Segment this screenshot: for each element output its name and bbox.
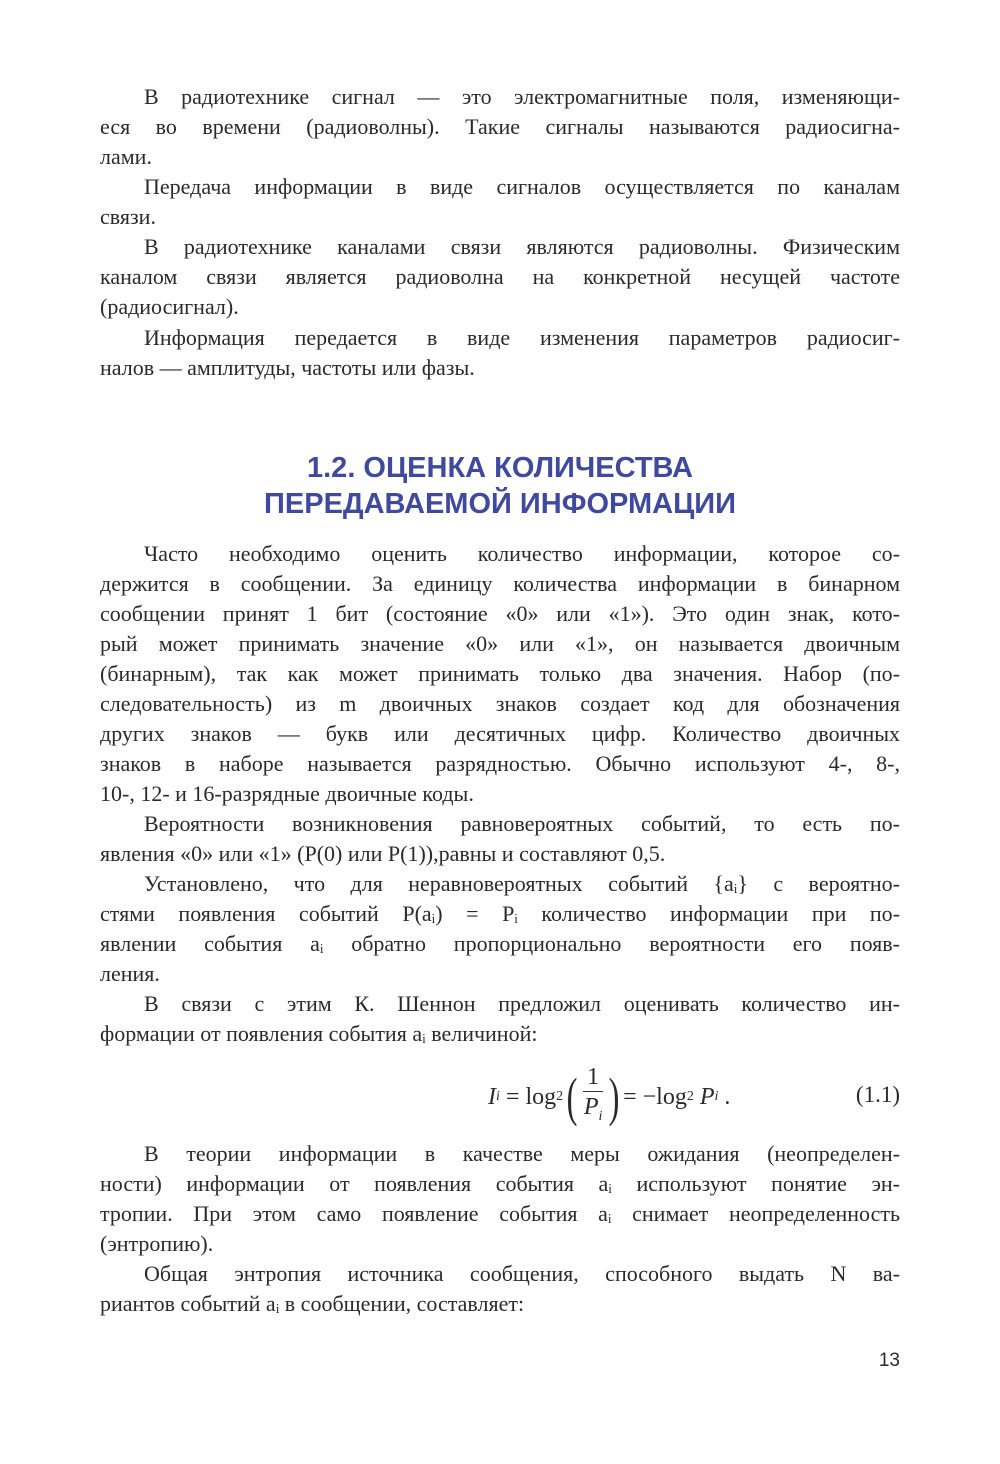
text-line: каналом связи является радиоволна на конкретной несущей частоте bbox=[100, 264, 900, 289]
formula-symbol: I bbox=[488, 1083, 496, 1110]
text-line: связи. bbox=[100, 204, 156, 229]
heading-line-2: ПЕРЕДАВАЕМОЙ ИНФОРМАЦИИ bbox=[264, 488, 736, 520]
formula-subscript: i bbox=[598, 1108, 603, 1124]
text-line: еся во времени (радиоволны). Такие сигналы называются радиосигна- bbox=[100, 114, 900, 139]
paragraph bbox=[100, 232, 900, 322]
fraction-numerator: 1 bbox=[583, 1063, 603, 1092]
fraction-denominator bbox=[584, 1092, 603, 1132]
formula-subscript: i bbox=[714, 1089, 719, 1104]
heading-line-1: 1.2. ОЦЕНКА КОЛИЧЕСТВА bbox=[307, 452, 693, 484]
formula-subscript: i bbox=[496, 1089, 500, 1104]
right-paren: ) bbox=[608, 1067, 620, 1127]
paragraph bbox=[100, 172, 900, 232]
fraction bbox=[583, 1063, 603, 1132]
text-line: Передача информации в виде сигналов осуществляется по каналам bbox=[144, 174, 900, 199]
text-line: налов — амплитуды, частоты или фазы. bbox=[100, 355, 475, 380]
formula-base: 2 bbox=[686, 1089, 694, 1104]
text-line: лами. bbox=[100, 144, 152, 169]
text-line: Вероятности возникновения равновероятных событий, то есть по- bbox=[144, 811, 900, 836]
text-line: явления «0» или «1» (P(0) или P(1)),равны и составляют 0,5. bbox=[100, 841, 666, 866]
paragraph bbox=[100, 539, 900, 809]
text-line: В теории информации в качестве меры ожидания (неопределен- bbox=[144, 1141, 900, 1166]
text-line: явлении события aᵢ обратно пропорционально вероятности его появ- bbox=[100, 931, 900, 956]
equation-expression bbox=[488, 1062, 730, 1132]
equation-number: (1.1) bbox=[855, 1082, 900, 1107]
formula-equals: = bbox=[623, 1083, 637, 1110]
formula-log: log bbox=[525, 1083, 557, 1110]
text-line: Установлено, что для неравновероятных событий {aᵢ} с вероятно- bbox=[144, 871, 900, 896]
text-line: (бинарным), так как может принимать только два значения. Набор (по- bbox=[100, 661, 900, 686]
text-line: 10-, 12- и 16-разрядные двоичные коды. bbox=[100, 781, 474, 806]
text-line: рый может принимать значение «0» или «1», он называется двоичным bbox=[100, 631, 900, 656]
text-line: Общая энтропия источника сообщения, способного выдать N ва- bbox=[144, 1261, 900, 1286]
text-line: В радиотехнике сигнал — это электромагнитные поля, изменяющи- bbox=[144, 84, 900, 109]
formula-minus: − bbox=[642, 1083, 657, 1110]
paragraph bbox=[100, 323, 900, 383]
paragraph bbox=[100, 1259, 900, 1319]
formula-base: 2 bbox=[556, 1089, 564, 1104]
paragraph bbox=[100, 869, 900, 989]
paragraph bbox=[100, 1139, 900, 1259]
text-line: В связи с этим К. Шеннон предложил оценивать количество ин- bbox=[144, 991, 900, 1016]
text-line: следовательность) из m двоичных знаков создает код для обозначения bbox=[100, 691, 900, 716]
text-line: (энтропию). bbox=[100, 1231, 214, 1256]
paragraph bbox=[100, 82, 900, 172]
text-line: (радиосигнал). bbox=[100, 294, 239, 319]
paragraph bbox=[100, 989, 900, 1049]
formula-log: log bbox=[656, 1083, 687, 1110]
section-heading bbox=[100, 450, 900, 522]
text-line: держится в сообщении. За единицу количества информации в бинарном bbox=[100, 571, 900, 596]
text-line: риантов событий aᵢ в сообщении, составляет: bbox=[100, 1291, 525, 1316]
text-line: Информация передается в виде изменения параметров радиосиг- bbox=[144, 325, 900, 350]
page-number: 13 bbox=[878, 1350, 900, 1371]
text-line: знаков в наборе называется разрядностью. Обычно используют 4-, 8-, bbox=[100, 751, 900, 776]
text-line: ления. bbox=[100, 961, 160, 986]
text-line: стями появления событий P(aᵢ) = Pᵢ количество информации при по- bbox=[100, 901, 900, 926]
equation-1-1 bbox=[100, 1062, 900, 1132]
text-line: ности) информации от появления события aᵢ используют понятие эн- bbox=[100, 1171, 900, 1196]
formula-equals: = bbox=[505, 1083, 520, 1110]
formula-symbol: P bbox=[699, 1083, 715, 1110]
text-line: В радиотехнике каналами связи являются радиоволны. Физическим bbox=[144, 234, 900, 259]
text-line: Часто необходимо оценить количество информации, которое со- bbox=[144, 541, 900, 566]
text-line: сообщении принят 1 бит (состояние «0» или «1»). Это один знак, кото- bbox=[100, 601, 900, 626]
formula-period: . bbox=[724, 1083, 731, 1110]
paragraph bbox=[100, 809, 900, 869]
text-line: формации от появления события aᵢ величиной: bbox=[100, 1021, 538, 1046]
text-line: других знаков — букв или десятичных цифр. Количество двоичных bbox=[100, 721, 900, 746]
denominator-symbol: P bbox=[583, 1093, 599, 1120]
text-line: тропии. При этом само появление события aᵢ снимает неопределенность bbox=[100, 1201, 900, 1226]
left-paren: ( bbox=[566, 1067, 578, 1127]
